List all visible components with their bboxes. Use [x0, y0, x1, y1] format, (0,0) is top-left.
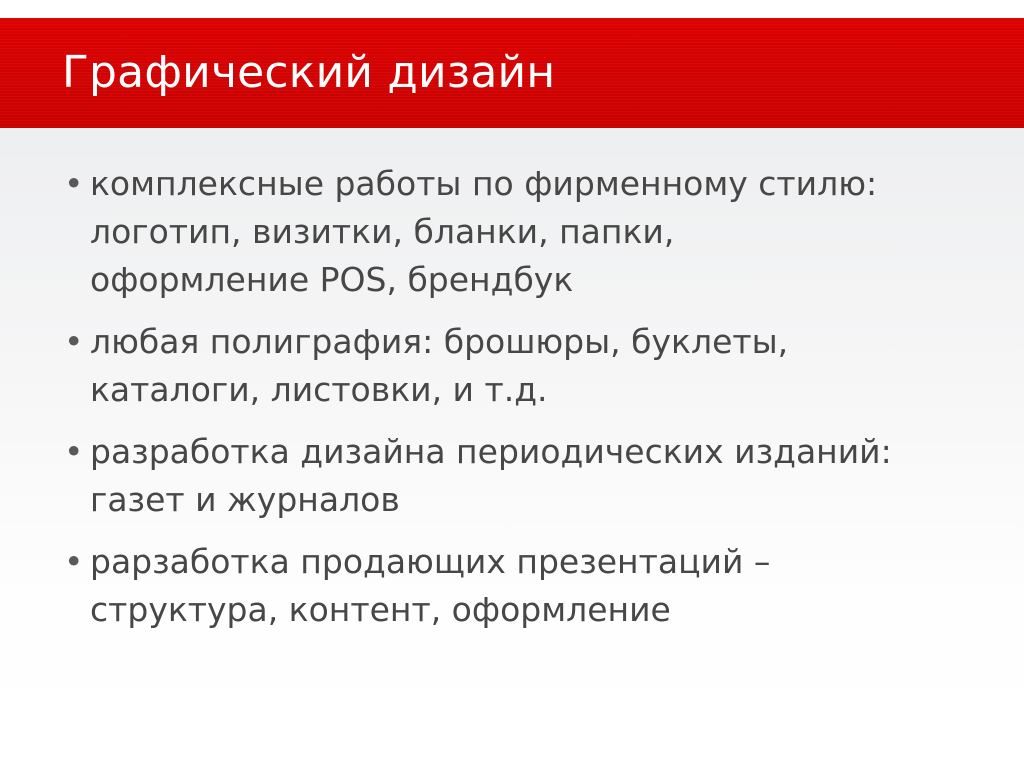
list-item-text: разработка дизайна периодических изданий: газет и журналов [90, 432, 892, 519]
bullet-icon: • [64, 432, 84, 471]
list-item [56, 160, 956, 304]
list-item-text: комплексные работы по фирменному стилю: логотип, визитки, бланки, папки, оформление POS, брендбук [90, 164, 878, 299]
list-item [56, 538, 956, 634]
list-item-text: любая полиграфия: брошюры, буклеты, каталоги, листовки, и т.д. [90, 322, 789, 409]
slide-title-bar [0, 18, 1024, 128]
bullet-icon: • [64, 542, 84, 581]
list-item [56, 318, 956, 414]
slide-top-margin [0, 0, 1024, 18]
slide-footer-area [0, 688, 1024, 768]
list-item [56, 428, 956, 524]
bullet-icon: • [64, 164, 84, 203]
slide-title: Графический дизайн [62, 46, 556, 98]
list-item-text: рарзаботка продающих презентаций – структура, контент, оформление [90, 542, 771, 629]
slide-body [56, 160, 956, 648]
bullet-icon: • [64, 322, 84, 361]
